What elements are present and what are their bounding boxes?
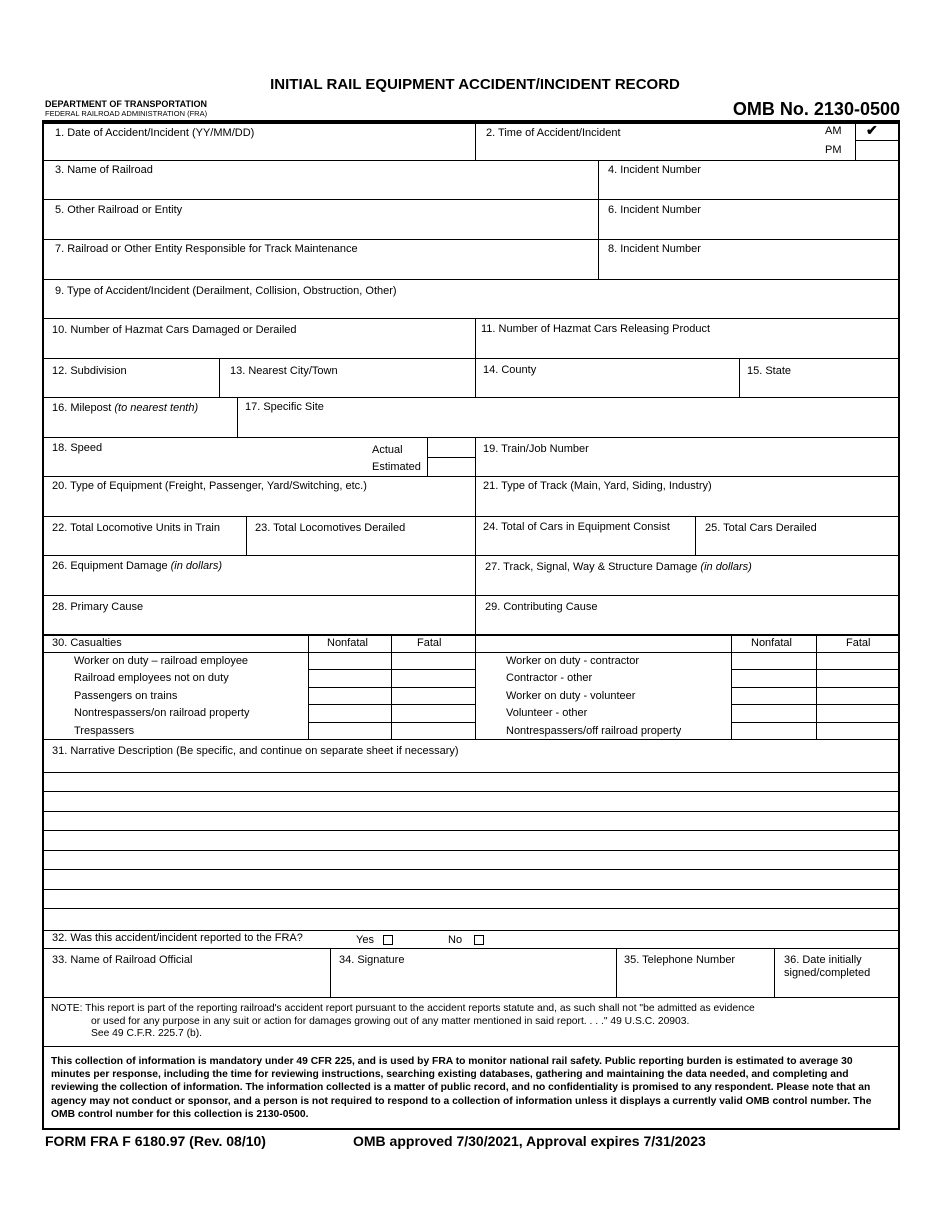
field-21-label: 21. Type of Track (Main, Yard, Siding, Industry) [483, 480, 712, 492]
legal-note: NOTE: This report is part of the reporting railroad's accident report pursuant to the accident reports statute and, as such shall not "be admitted as evidence or used for any purpose in any suit or action for damages growing out of any matter mentioned in said report. . . ." 49 U.S.C. 20903. See 49 C.F.R. 225.7 (b). [51, 1003, 755, 1039]
casualty-row: Volunteer - other [506, 707, 588, 719]
field-34-label: 34. Signature [339, 954, 405, 966]
field-16-label: 16. Milepost (to nearest tenth) [52, 402, 199, 414]
form-number: FORM FRA F 6180.97 (Rev. 08/10) [45, 1133, 266, 1149]
casualty-row: Railroad employees not on duty [74, 672, 229, 684]
casualty-row: Worker on duty - volunteer [506, 690, 636, 702]
field-35-label: 35. Telephone Number [624, 954, 736, 966]
casualty-row: Passengers on trains [74, 690, 178, 702]
field-17-label: 17. Specific Site [245, 401, 324, 413]
nonfatal-header-right: Nonfatal [751, 637, 792, 649]
field-19-label: 19. Train/Job Number [483, 443, 589, 455]
field-23-label: 23. Total Locomotives Derailed [255, 522, 406, 534]
field-36-label-line2: signed/completed [784, 967, 871, 979]
yes-option[interactable]: Yes [356, 934, 393, 946]
field-6-label: 6. Incident Number [608, 204, 701, 216]
field-26-label: 26. Equipment Damage (in dollars) [52, 560, 222, 572]
fatal-header-left: Fatal [417, 637, 442, 649]
no-checkbox[interactable] [474, 935, 484, 945]
department-name: DEPARTMENT OF TRANSPORTATION [45, 99, 207, 109]
no-option[interactable]: No [448, 934, 484, 946]
estimated-label: Estimated [372, 461, 421, 473]
field-24-label: 24. Total of Cars in Equipment Consist [483, 521, 670, 533]
field-7-label: 7. Railroad or Other Entity Responsible for Track Maintenance [55, 243, 358, 255]
field-29-label: 29. Contributing Cause [485, 601, 598, 613]
field-10-label: 10. Number of Hazmat Cars Damaged or Derailed [52, 324, 297, 336]
field-3-label: 3. Name of Railroad [55, 164, 153, 176]
casualty-row: Nontrespassers/on railroad property [74, 707, 250, 719]
field-12-label: 12. Subdivision [52, 365, 127, 377]
field-8-label: 8. Incident Number [608, 243, 701, 255]
field-13-label: 13. Nearest City/Town [230, 365, 338, 377]
nonfatal-header-left: Nonfatal [327, 637, 368, 649]
field-11-label: 11. Number of Hazmat Cars Releasing Product [481, 323, 711, 335]
narrative-label: 31. Narrative Description (Be specific, and continue on separate sheet if necessary) [52, 745, 459, 757]
omb-number: OMB No. 2130-0500 [732, 99, 900, 119]
field-28-label: 28. Primary Cause [52, 601, 144, 613]
yes-checkbox[interactable] [383, 935, 393, 945]
casualty-row: Worker on duty – railroad employee [74, 655, 249, 667]
fatal-header-right: Fatal [846, 637, 871, 649]
casualties-title: 30. Casualties [52, 637, 122, 649]
field-22-label: 22. Total Locomotive Units in Train [52, 522, 220, 534]
form-frame [42, 120, 900, 1130]
field-27-label: 27. Track, Signal, Way & Structure Damage (in dollars) [485, 561, 752, 573]
am-check-icon[interactable]: ✔ [866, 122, 878, 138]
casualty-row: Nontrespassers/off railroad property [506, 725, 682, 737]
form-title: INITIAL RAIL EQUIPMENT ACCIDENT/INCIDENT RECORD [270, 76, 680, 93]
agency-name: FEDERAL RAILROAD ADMINISTRATION (FRA) [45, 109, 208, 118]
field-33-label: 33. Name of Railroad Official [52, 954, 193, 966]
am-label: AM [825, 125, 842, 137]
field-25-label: 25. Total Cars Derailed [705, 522, 817, 534]
field-9-label: 9. Type of Accident/Incident (Derailment, Collision, Obstruction, Other) [55, 285, 397, 297]
casualty-row: Worker on duty - contractor [506, 655, 640, 667]
omb-approval: OMB approved 7/30/2021, Approval expires 7/31/2023 [353, 1133, 706, 1149]
field-20-label: 20. Type of Equipment (Freight, Passenger, Yard/Switching, etc.) [52, 480, 367, 492]
casualty-row: Contractor - other [506, 672, 593, 684]
casualty-row: Trespassers [74, 725, 135, 737]
actual-label: Actual [372, 444, 403, 456]
pm-label: PM [825, 144, 842, 156]
question-32-label: 32. Was this accident/incident reported to the FRA? [52, 932, 303, 944]
field-15-label: 15. State [747, 365, 792, 377]
burden-statement: This collection of information is mandatory under 49 CFR 225, and is used by FRA to monitor national rail safety. Public reporting burden is estimated to average 30 minutes per response, including the time for reviewing instructions, searching existing databases, gathering and maintaining the data needed, and completing and reviewing the collection of information. The information collected is a matter of public record, and no confidentiality is promised to any respondent. Please note that an agency may not conduct or sponsor, and a person is not required to respond to a collection of information unless it displays a currently valid OMB control number. The OMB control number for this collection is 2130-0500. [51, 1056, 872, 1120]
field-2-label: 2. Time of Accident/Incident [486, 127, 621, 139]
field-36-label-line1: 36. Date initially [784, 954, 862, 966]
field-18-label: 18. Speed [52, 442, 103, 454]
field-14-label: 14. County [483, 364, 537, 376]
field-1-label: 1. Date of Accident/Incident (YY/MM/DD) [55, 127, 255, 139]
field-5-label: 5. Other Railroad or Entity [55, 204, 183, 216]
field-4-label: 4. Incident Number [608, 164, 701, 176]
